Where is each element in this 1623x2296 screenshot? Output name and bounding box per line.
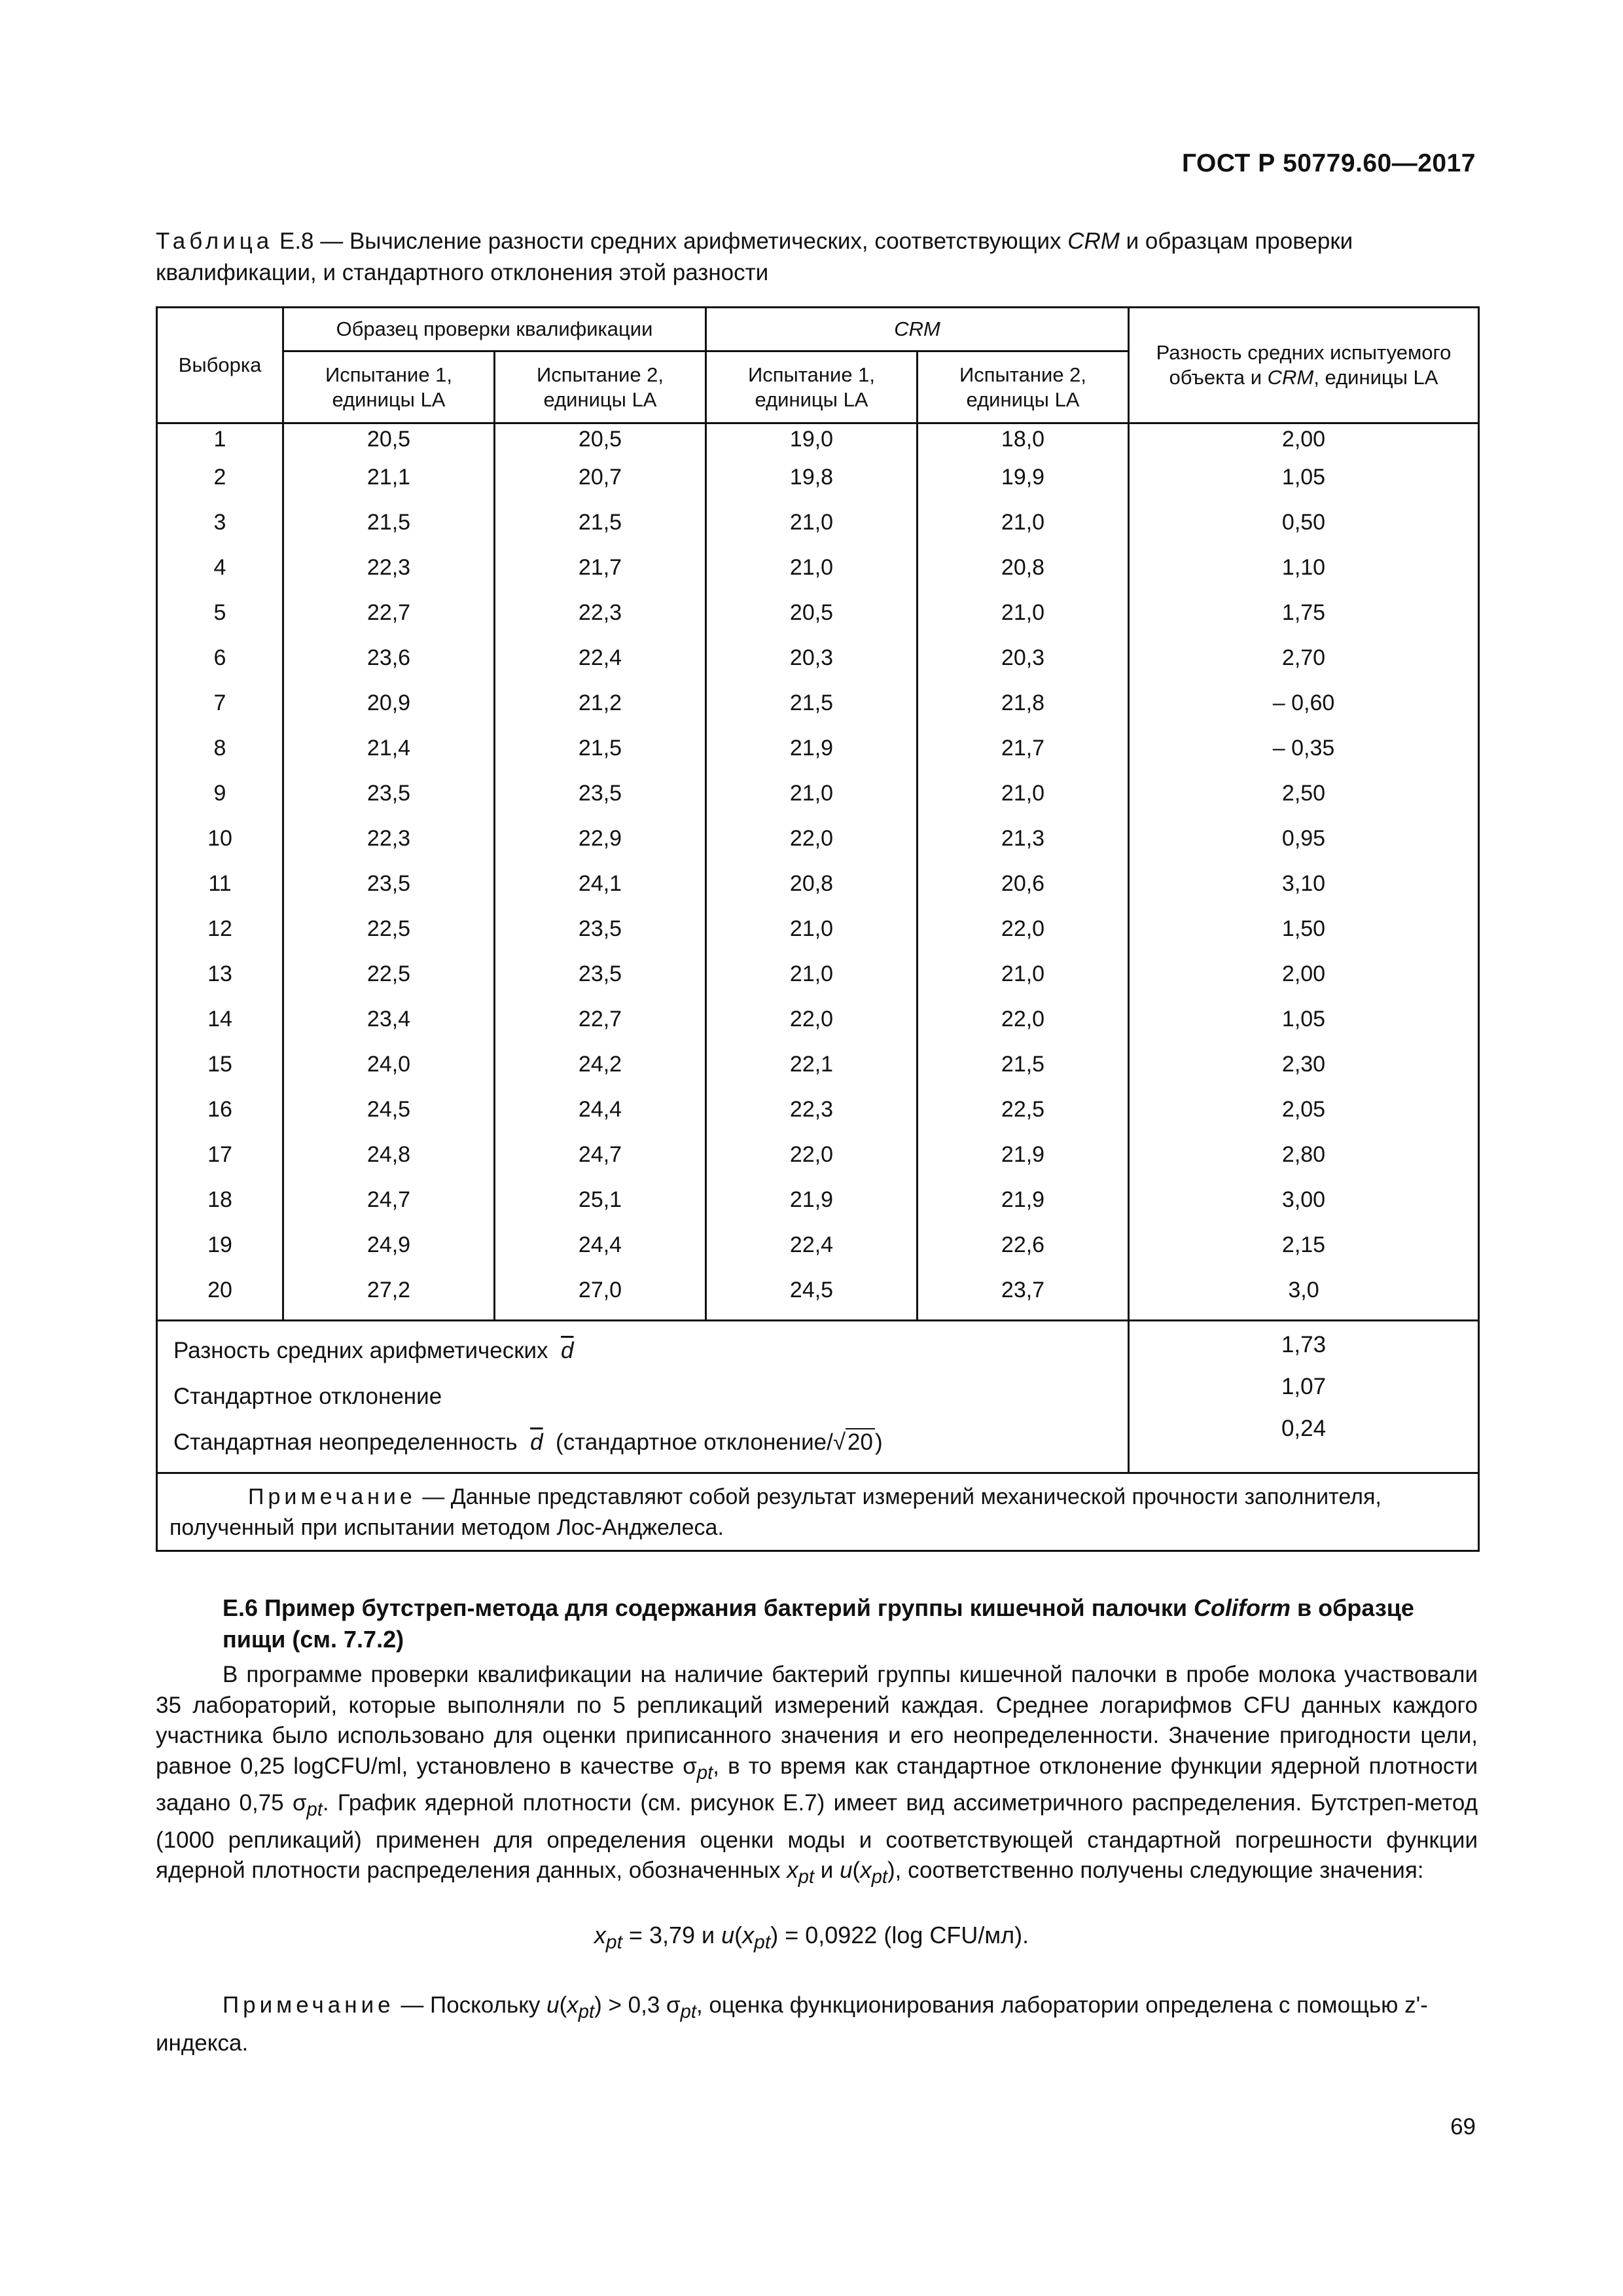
summary-mean-label (173, 1328, 1128, 1374)
table-cell: 18 (157, 1177, 283, 1223)
table-row (157, 1087, 1479, 1132)
header-pt-test2 (495, 351, 706, 423)
header-crm-test1-line1: Испытание 1, (747, 363, 876, 386)
table-cell: 2,50 (1129, 771, 1479, 816)
table-cell: 22,0 (706, 1132, 918, 1177)
table-row (157, 771, 1479, 816)
table-cell: 19,8 (706, 455, 918, 500)
table-cell: 22,3 (283, 816, 495, 861)
table-cell: 22,0 (706, 816, 918, 861)
table-row (157, 1223, 1479, 1268)
table-cell: 23,5 (283, 861, 495, 906)
x-symbol: x (567, 1992, 579, 2018)
table-cell: 21,9 (706, 1177, 918, 1223)
table-cell: 1,75 (1129, 590, 1479, 636)
table-cell: 1,05 (1129, 455, 1479, 500)
table-cell: 1,05 (1129, 997, 1479, 1042)
header-diff-line1: Разность средних испытуемого (1156, 341, 1452, 364)
table-row (157, 681, 1479, 726)
table-cell: 27,0 (495, 1268, 706, 1321)
table-cell: 22,5 (918, 1087, 1129, 1132)
summary-mean-value: 1,73 (1281, 1332, 1327, 1357)
table-note-text: — Данные представляют собой результат измерений механической прочности заполнителя, полученный при испытании методом Лос-Анджелеса. (169, 1484, 1382, 1540)
section-note-label: Примечание (223, 1992, 395, 2018)
table-cell: 19,9 (918, 455, 1129, 500)
header-pt-test1-line1: Испытание 1, (325, 363, 453, 386)
table-cell: 24,7 (283, 1177, 495, 1223)
pt-subscript: pt (754, 1931, 771, 1954)
and-word: и (814, 1857, 840, 1883)
table-cell: 4 (157, 545, 283, 590)
table-cell: 12 (157, 906, 283, 952)
table-cell: 20,6 (918, 861, 1129, 906)
table-cell: 2,30 (1129, 1042, 1479, 1087)
table-cell: 21,0 (918, 952, 1129, 997)
table-cell: 20 (157, 1268, 283, 1321)
summary-unc-tail-a: (стандартное отклонение/ (556, 1429, 833, 1455)
table-cell: 20,5 (706, 590, 918, 636)
table-cell: 3,10 (1129, 861, 1479, 906)
table-cell: 22,9 (495, 816, 706, 861)
section-note-a: — Поскольку (394, 1992, 547, 2018)
header-diff-line2c: , единицы LA (1313, 366, 1438, 389)
table-row (157, 952, 1479, 997)
table-cell: 22,3 (706, 1087, 918, 1132)
paragraph-part-2: , в то время как стандартное отклонение функции ядерной плотности задано 0,75 (156, 1753, 1478, 1816)
page-number: 69 (1450, 2114, 1476, 2140)
x-symbol: x (742, 1922, 755, 1948)
table-cell: 21,2 (495, 681, 706, 726)
table-cell: 22,7 (283, 590, 495, 636)
table-cell: 20,8 (918, 545, 1129, 590)
sqrt-symbol: √ (832, 1429, 846, 1455)
table-cell: 24,4 (495, 1087, 706, 1132)
pt-subscript: pt (696, 1762, 713, 1784)
table-row (157, 726, 1479, 771)
summary-unc-symbol: $\overline{d}$ (530, 1429, 543, 1455)
table-cell: 24,5 (283, 1087, 495, 1132)
table-cell: 9 (157, 771, 283, 816)
u-symbol: u (721, 1922, 735, 1948)
header-crm-test2-line1: Испытание 2, (959, 363, 1087, 386)
table-cell: 1 (157, 423, 283, 456)
paragraph-part-3: . График ядерной плотности (см. рисунок Е.7) имеет вид ассиметричного распределения. Бутстреп-метод (1000 репликаций) применен для определения оценки моды и соответствующей стандартной погрешности функции ядерной плотности распределения данных, обозначенных (156, 1790, 1478, 1883)
table-cell: 21,0 (706, 906, 918, 952)
table-caption (156, 226, 1478, 289)
table-body (157, 423, 1479, 1321)
table-cell: 22,5 (283, 952, 495, 997)
table-header (157, 308, 1479, 423)
header-pt-test1-line2: единицы LA (332, 387, 446, 411)
table-cell: 20,9 (283, 681, 495, 726)
table-cell: 10 (157, 816, 283, 861)
header-diff-line2a: объекта и (1169, 366, 1268, 389)
table-row (157, 545, 1479, 590)
section-title-coliform: Coliform (1194, 1594, 1291, 1621)
table-row (157, 500, 1479, 545)
summary-unc-text: Стандартная неопределенность (173, 1429, 518, 1455)
sigma-symbol: σ (666, 1992, 681, 2018)
x-symbol: x (594, 1922, 606, 1948)
table-cell: 27,2 (283, 1268, 495, 1321)
table-cell: 22,0 (706, 997, 918, 1042)
table-cell: 21,4 (283, 726, 495, 771)
table-cell: 0,95 (1129, 816, 1479, 861)
table-cell: 24,2 (495, 1042, 706, 1087)
section-note-b: ) > 0,3 (594, 1992, 667, 2018)
section-title (223, 1592, 1479, 1655)
table-cell: 20,8 (706, 861, 918, 906)
table-cell: 8 (157, 726, 283, 771)
table-cell: 24,0 (283, 1042, 495, 1087)
table-cell: 2,00 (1129, 952, 1479, 997)
table-cell: 23,5 (495, 906, 706, 952)
table-cell: 21,5 (283, 500, 495, 545)
header-pt-test2-line2: единицы LA (543, 387, 657, 411)
table-cell: 21,1 (283, 455, 495, 500)
caption-text-a: — Вычисление разности средних арифметических, соответствующих (313, 228, 1068, 254)
table-cell: 24,4 (495, 1223, 706, 1268)
summary-sd-label: Стандартное отклонение (173, 1384, 442, 1409)
paragraph-part-1: В программе проверки квалификации на наличие бактерий группы кишечной палочки в пробе молока участвовали 35 лабораторий, которые выполняли по 5 репликаций измерений каждая. Среднее логарифмов CFU данных каждого участника было использовано для оценки приписанного значения и его неопределенности. Значение пригодности цели, равное 0,25 logCFU/ml, установлено в качестве (156, 1662, 1478, 1779)
table-cell: 15 (157, 1042, 283, 1087)
table-cell: 21,5 (918, 1042, 1129, 1087)
table-cell: 21,9 (706, 726, 918, 771)
table-cell: 23,5 (283, 771, 495, 816)
table-cell: 22,4 (495, 636, 706, 681)
caption-text-b: и образцам проверки квалификации, и стандартного отклонения этой разности (156, 228, 1353, 285)
table-cell: 21,0 (706, 545, 918, 590)
summary-unc-tail-b: ) (874, 1429, 883, 1455)
x-symbol: x (787, 1857, 798, 1883)
table-cell: 3,0 (1129, 1268, 1479, 1321)
table-cell: 20,3 (706, 636, 918, 681)
table-row (157, 816, 1479, 861)
caption-label: Таблица (156, 228, 274, 254)
table-cell: 21,0 (706, 952, 918, 997)
table-summary (157, 1321, 1479, 1551)
summary-mean-symbol: $\overline{d}$ (561, 1338, 574, 1363)
table-cell: 22,7 (495, 997, 706, 1042)
table-cell: 21,0 (706, 500, 918, 545)
u-symbol: u (840, 1857, 853, 1883)
table-cell: 2,15 (1129, 1223, 1479, 1268)
table-cell: 22,4 (706, 1223, 918, 1268)
pt-subscript: pt (680, 2001, 696, 2022)
table-cell: 25,1 (495, 1177, 706, 1223)
sigma-symbol: σ (683, 1753, 697, 1779)
header-crm-group: CRM (706, 308, 1129, 351)
summary-values (1129, 1321, 1479, 1473)
table-cell: 23,7 (918, 1268, 1129, 1321)
table-cell: 21,3 (918, 816, 1129, 861)
header-diff (1129, 308, 1479, 423)
table-cell: – 0,60 (1129, 681, 1479, 726)
document-header: ГОСТ Р 50779.60—2017 (1181, 149, 1476, 177)
data-table (156, 306, 1480, 1552)
table-cell: 18,0 (918, 423, 1129, 456)
table-cell: 21,5 (495, 500, 706, 545)
table-cell: 21,9 (918, 1177, 1129, 1223)
table-cell: 20,5 (283, 423, 495, 456)
table-row (157, 423, 1479, 456)
table-row (157, 906, 1479, 952)
table-cell: 3 (157, 500, 283, 545)
table-cell: 22,1 (706, 1042, 918, 1087)
table-cell: 21,7 (495, 545, 706, 590)
summary-sd-value: 1,07 (1281, 1374, 1327, 1399)
sqrt-radicand: 20 (846, 1428, 875, 1455)
x-symbol: x (860, 1857, 872, 1883)
formula-part-1: = 3,79 и (622, 1922, 722, 1948)
table-cell: 20,7 (495, 455, 706, 500)
table-row (157, 636, 1479, 681)
section-note: Примечание — Поскольку $u(x_{pt}) > 0,3$ $\sigma_{pt}$, оценка функционирования лаборатории определена с помощью z'-индекса. (156, 1992, 1428, 2056)
table-cell: 11 (157, 861, 283, 906)
table-cell: 2,00 (1129, 423, 1479, 456)
table-cell: 19,0 (706, 423, 918, 456)
table-cell: 21,0 (918, 771, 1129, 816)
section-title-b: в образце пищи (см. 7.7.2) (223, 1594, 1414, 1653)
table-cell: 2 (157, 455, 283, 500)
table-row (157, 861, 1479, 906)
table-cell: 2,05 (1129, 1087, 1479, 1132)
table-cell: 14 (157, 997, 283, 1042)
table-cell: 16 (157, 1087, 283, 1132)
table-row (157, 1268, 1479, 1321)
header-diff-crm: CRM (1267, 366, 1314, 389)
table-cell: 22,3 (283, 545, 495, 590)
table-cell: 21,0 (918, 590, 1129, 636)
table-note (157, 1473, 1479, 1551)
table-cell: 22,0 (918, 906, 1129, 952)
formula: $x_{pt} = 3,79$ и $u(x_{pt}) = 0,0922$ (log CFU/мл). (594, 1922, 1029, 1954)
table-cell: 7 (157, 681, 283, 726)
table-cell: 21,7 (918, 726, 1129, 771)
table-cell: 2,80 (1129, 1132, 1479, 1177)
section-note-c: , оценка функционирования лаборатории определена с помощью z'-индекса. (156, 1992, 1428, 2056)
caption-crm: CRM (1067, 228, 1120, 254)
table-row (157, 1042, 1479, 1087)
summary-unc-value: 0,24 (1281, 1416, 1327, 1441)
header-crm-test1 (706, 351, 918, 423)
formula-part-2: ) = 0,0922 (log CFU/мл). (770, 1922, 1029, 1948)
pt-subscript: pt (306, 1799, 323, 1820)
table-cell: 22,6 (918, 1223, 1129, 1268)
table-cell: 24,7 (495, 1132, 706, 1177)
summary-mean-text: Разность средних арифметических (173, 1338, 548, 1363)
table-cell: 23,4 (283, 997, 495, 1042)
section-paragraph: В программе проверки квалификации на наличие бактерий группы кишечной палочки в пробе молока участвовали 35 лабораторий, которые выполняли по 5 репликаций измерений каждая. Среднее логарифмов CFU данных каждого участника было использовано для оценки приписанного значения и его неопределенности. Значение пригодности цели, равное 0,25 logCFU/ml, установлено в качестве $\sigma_{pt}$, в то время как стандартное отклонение функции ядерной плотности задано 0,75 $\sigma_{pt}$. График ядерной плотности (см. рисунок Е.7) имеет вид ассиметричного распределения. Бутстреп-метод (1000 репликаций) применен для определения оценки моды и соответствующей стандартной погрешности функции ядерной плотности распределения данных, обозначенных $x_{pt}$ и $u(x_{pt})$, соответственно получены следующие значения: (156, 1662, 1478, 1888)
table-cell: 2,70 (1129, 636, 1479, 681)
header-crm-test2 (918, 351, 1129, 423)
table-cell: 21,0 (918, 500, 1129, 545)
table-cell: 13 (157, 952, 283, 997)
header-pt-test2-line1: Испытание 2, (536, 363, 664, 386)
summary-unc-label (173, 1420, 1128, 1465)
pt-subscript: pt (578, 2001, 595, 2022)
table-row (157, 455, 1479, 500)
summary-labels (157, 1321, 1129, 1473)
table-row (157, 997, 1479, 1042)
table-cell: 3,00 (1129, 1177, 1479, 1223)
table-cell: 23,5 (495, 771, 706, 816)
table-cell: 1,50 (1129, 906, 1479, 952)
header-crm-test1-line2: единицы LA (755, 387, 868, 411)
caption-number: Е.8 (279, 228, 314, 254)
table-cell: 21,5 (706, 681, 918, 726)
header-sample: Выборка (157, 308, 283, 423)
table-cell: 23,5 (495, 952, 706, 997)
table-cell: 20,5 (495, 423, 706, 456)
table-row (157, 1132, 1479, 1177)
table-cell: 24,1 (495, 861, 706, 906)
table-cell: 21,0 (706, 771, 918, 816)
header-pt-test1 (283, 351, 495, 423)
table-cell: – 0,35 (1129, 726, 1479, 771)
pt-subscript: pt (605, 1931, 622, 1954)
table-cell: 24,9 (283, 1223, 495, 1268)
sigma-symbol: σ (292, 1790, 307, 1816)
header-crm-test2-line2: единицы LA (966, 387, 1080, 411)
table-note-label: Примечание (248, 1484, 416, 1509)
table-cell: 5 (157, 590, 283, 636)
table-cell: 22,3 (495, 590, 706, 636)
table-row (157, 1177, 1479, 1223)
table-cell: 17 (157, 1132, 283, 1177)
u-symbol: u (546, 1992, 560, 2018)
pt-subscript: pt (871, 1867, 888, 1888)
table-row (157, 590, 1479, 636)
table-cell: 21,8 (918, 681, 1129, 726)
section-title-a: Е.6 Пример бутстреп-метода для содержания бактерий группы кишечной палочки (223, 1594, 1194, 1621)
table-cell: 22,5 (283, 906, 495, 952)
table-cell: 21,5 (495, 726, 706, 771)
table-cell: 24,8 (283, 1132, 495, 1177)
paragraph-part-4: ), соответственно получены следующие значения: (887, 1857, 1424, 1883)
table-cell: 22,0 (918, 997, 1129, 1042)
table-cell: 6 (157, 636, 283, 681)
table-cell: 21,9 (918, 1132, 1129, 1177)
table-cell: 1,10 (1129, 545, 1479, 590)
header-pt-group: Образец проверки квалификации (283, 308, 706, 351)
table-cell: 20,3 (918, 636, 1129, 681)
table-cell: 0,50 (1129, 500, 1479, 545)
table-cell: 19 (157, 1223, 283, 1268)
pt-subscript: pt (798, 1867, 815, 1888)
table-cell: 24,5 (706, 1268, 918, 1321)
table-cell: 23,6 (283, 636, 495, 681)
